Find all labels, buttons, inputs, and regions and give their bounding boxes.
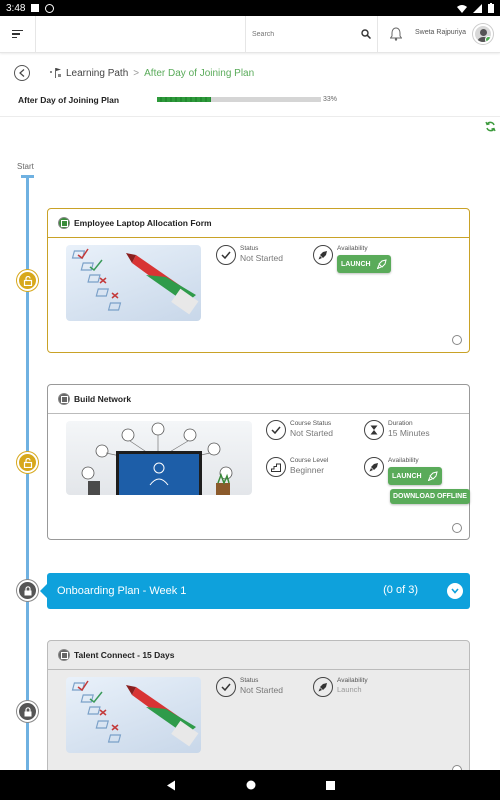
unlocked-node (17, 452, 38, 473)
course-status-label: Course Status (290, 420, 332, 427)
home-icon[interactable] (246, 780, 256, 790)
refresh-icon[interactable] (485, 121, 496, 132)
network-image (66, 421, 252, 495)
lock-icon (23, 586, 33, 596)
recents-icon[interactable] (326, 781, 335, 790)
timeline-line (26, 175, 29, 775)
breadcrumb-separator: > (133, 67, 140, 79)
plan-progress-bar (157, 97, 321, 102)
breadcrumb-current: After Day of Joining Plan (144, 67, 255, 79)
rocket-icon (313, 677, 333, 697)
menu-button[interactable] (0, 16, 36, 53)
card-title: Talent Connect - 15 Days (74, 650, 175, 660)
card-title: Build Network (74, 394, 132, 404)
avatar[interactable] (473, 24, 493, 44)
availability-label: Availability (337, 677, 368, 684)
search-input[interactable] (252, 31, 362, 38)
chevron-left-icon (19, 69, 25, 77)
status-label: Status (240, 677, 259, 684)
week-count: (0 of 3) (383, 584, 418, 596)
back-icon[interactable] (166, 780, 176, 791)
status-bar (0, 0, 500, 16)
duration-value: 15 Minutes (388, 428, 430, 438)
stairs-icon (266, 457, 286, 477)
search-box[interactable] (245, 16, 378, 53)
breadcrumb (14, 64, 254, 82)
completion-radio[interactable] (452, 335, 462, 345)
hourglass-icon (364, 420, 384, 440)
course-status-meta (266, 420, 333, 440)
rocket-icon (313, 245, 333, 265)
check-icon (216, 677, 236, 697)
status-meta (216, 677, 283, 697)
course-icon (58, 393, 70, 405)
activity-card-build-network[interactable] (47, 384, 470, 540)
lock-icon (23, 707, 33, 717)
availability-label: Availability (337, 245, 368, 252)
week-section-header[interactable] (47, 573, 470, 609)
divider (0, 116, 500, 117)
online-indicator (485, 36, 492, 43)
status-time: 3:48 (6, 2, 26, 14)
check-icon (266, 420, 286, 440)
user-name[interactable]: Sweta Rajpuriya (415, 29, 466, 36)
activity-card-talent-connect (47, 640, 470, 780)
course-thumbnail (66, 677, 201, 753)
form-icon (58, 649, 70, 661)
checklist-image (66, 245, 201, 321)
expand-toggle[interactable] (447, 583, 463, 599)
availability-meta (313, 245, 391, 273)
status-value: Not Started (240, 685, 283, 695)
progress-fill (157, 97, 211, 102)
rocket-icon (428, 471, 438, 481)
availability-meta (364, 457, 442, 485)
bell-icon[interactable] (390, 27, 402, 41)
rocket-icon (377, 259, 387, 269)
locked-node (17, 701, 38, 722)
progress-percent: 33% (323, 96, 338, 103)
learning-path-icon (50, 68, 62, 78)
course-level-value: Beginner (290, 465, 325, 475)
activity-card-laptop-form[interactable] (47, 208, 470, 353)
course-level-label: Course Level (290, 457, 329, 464)
course-level-meta (266, 457, 328, 477)
download-offline-button[interactable] (390, 489, 470, 504)
status-meta (216, 245, 283, 265)
course-thumbnail (66, 421, 252, 495)
unlocked-node (17, 270, 38, 291)
system-nav-bar (0, 770, 500, 800)
timeline-start-label: Start (17, 162, 34, 171)
course-status-value: Not Started (290, 428, 333, 438)
launch-label: LAUNCH (341, 260, 371, 268)
locked-node (17, 580, 38, 601)
checklist-image (66, 677, 201, 753)
launch-label: LAUNCH (392, 472, 422, 480)
launch-button[interactable] (337, 255, 391, 273)
launch-button[interactable] (388, 467, 442, 485)
card-title: Employee Laptop Allocation Form (74, 218, 212, 228)
unlock-icon (23, 458, 33, 468)
completion-radio[interactable] (452, 523, 462, 533)
notification-icon (31, 4, 39, 12)
availability-meta (313, 677, 368, 697)
form-icon (58, 217, 70, 229)
course-thumbnail (66, 245, 201, 321)
signal-icon (473, 4, 482, 13)
rocket-icon (364, 457, 384, 477)
chevron-down-icon (451, 588, 459, 594)
back-button[interactable] (14, 65, 30, 81)
status-label: Status (240, 245, 259, 252)
check-icon (216, 245, 236, 265)
battery-icon (488, 3, 494, 13)
duration-label: Duration (388, 420, 413, 427)
status-value: Not Started (240, 253, 283, 263)
plan-title: After Day of Joining Plan (18, 95, 120, 105)
duration-meta (364, 420, 430, 440)
unlock-icon (23, 276, 33, 286)
app-header (0, 16, 500, 53)
availability-label: Availability (388, 457, 419, 464)
search-icon[interactable] (361, 29, 371, 39)
breadcrumb-learning-path[interactable]: Learning Path (66, 67, 129, 79)
availability-value: Launch (337, 685, 362, 694)
sync-status-icon (45, 4, 54, 13)
week-title: Onboarding Plan - Week 1 (57, 585, 187, 597)
download-offline-label: DOWNLOAD OFFLINE (393, 493, 467, 500)
wifi-icon (457, 4, 467, 13)
